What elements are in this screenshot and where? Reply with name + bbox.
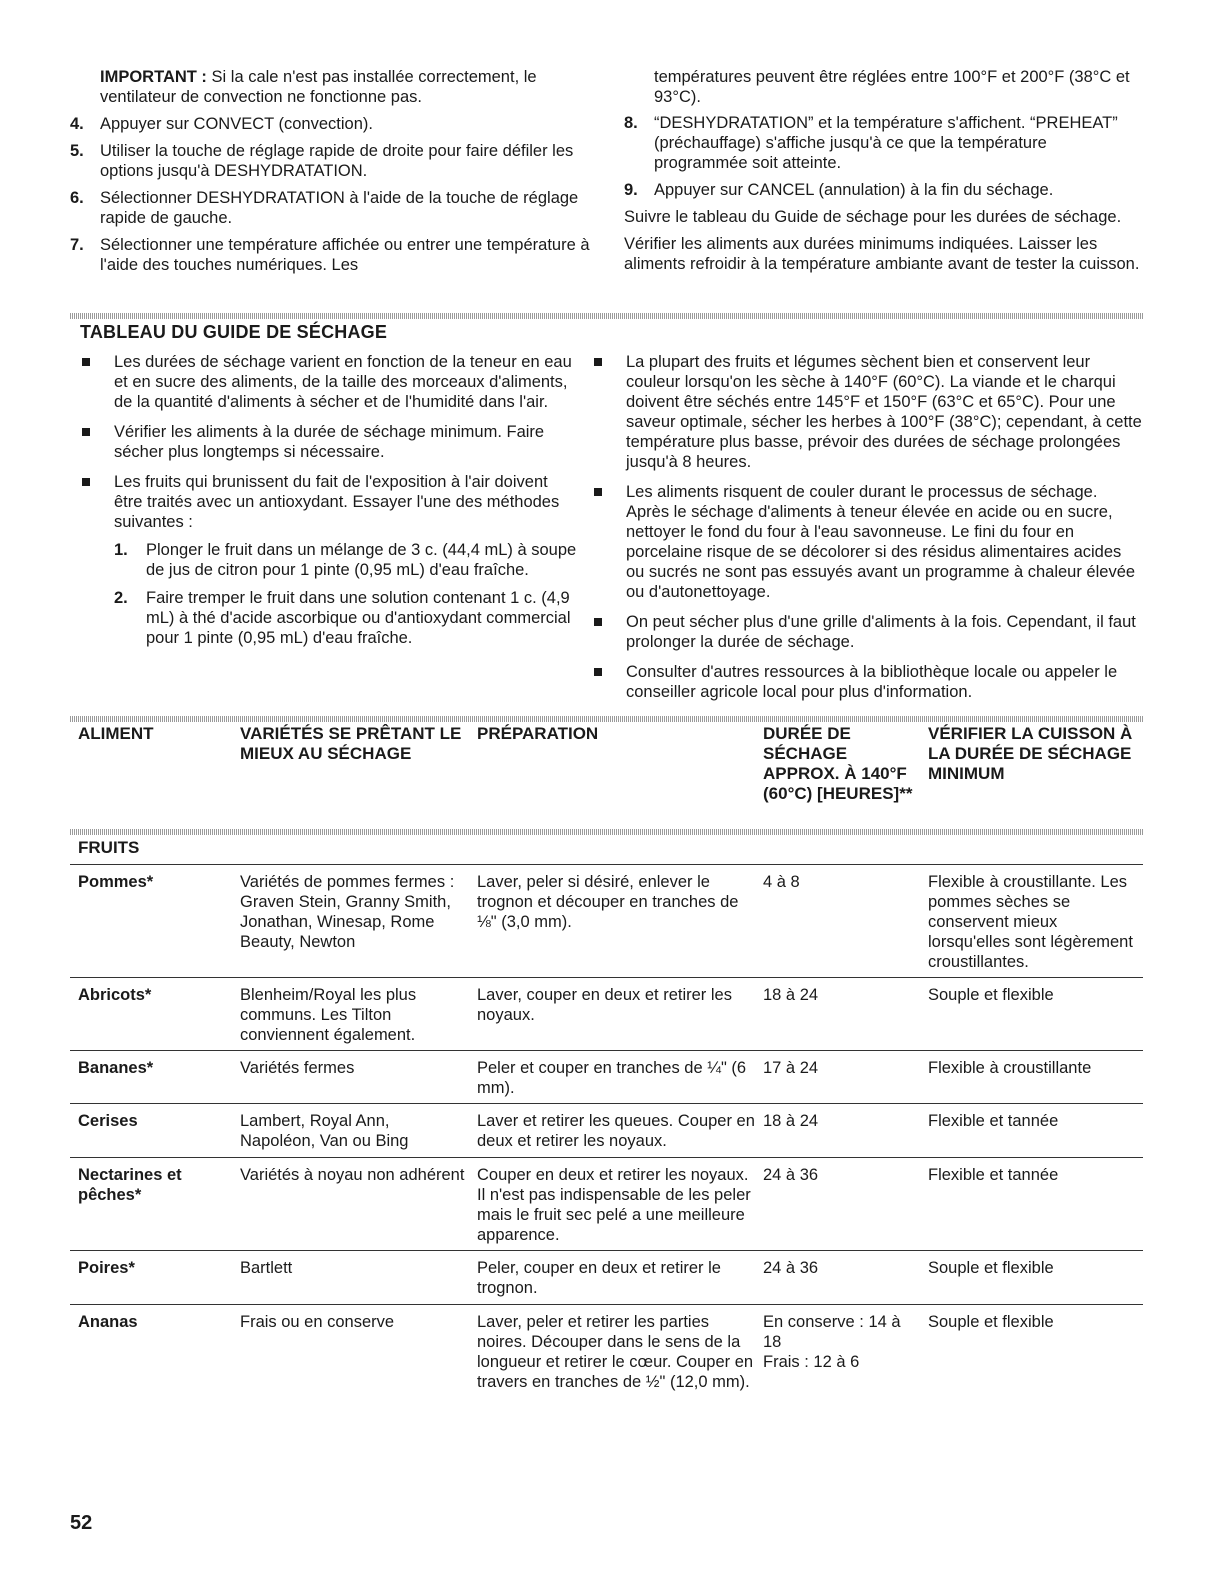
step-number: 7.	[70, 236, 84, 254]
cell-varietes: Bartlett	[240, 1259, 293, 1277]
cell-verifier: Flexible et tannée	[928, 1112, 1059, 1130]
method-item	[114, 540, 577, 580]
cell-aliment: Cerises	[78, 1112, 138, 1130]
cell-duree: 17 à 24	[763, 1059, 819, 1077]
bullet-square-icon	[594, 358, 602, 366]
step-number: 5.	[70, 142, 84, 160]
important-label: IMPORTANT :	[100, 68, 207, 86]
row-divider	[70, 1304, 1143, 1305]
bullet-item	[82, 422, 577, 462]
method-text: Faire tremper le fruit dans une solution contenant 1 c. (4,9 mL) à thé d'acide ascorbique ou d'antioxydant commercial pour 1 pinte (0,95 mL) d'eau fraîche.	[146, 589, 571, 647]
bullets-right	[594, 352, 1144, 712]
cell-preparation: Couper en deux et retirer les noyaux. Il n'est pas indispensable de les peler mais le fruit sec pelé a une meilleure apparence.	[477, 1166, 751, 1244]
bullet-square-icon	[82, 358, 90, 366]
row-divider	[70, 864, 1143, 865]
bullet-text: Les durées de séchage varient en fonction de la teneur en eau et en sucre des aliments, de la taille des morceaux d'aliments, de la quantité d'aliments à sécher et de l'humidité dans l'air.	[114, 353, 572, 411]
cell-verifier: Flexible et tannée	[928, 1166, 1059, 1184]
cell-aliment: Nectarines et pêches*	[78, 1166, 182, 1204]
cell-preparation: Peler, couper en deux et retirer le trognon.	[477, 1259, 721, 1297]
page-number: 52	[70, 1512, 93, 1534]
step-number: 8.	[624, 114, 638, 132]
cell-duree: En conserve : 14 à 18 Frais : 12 à 6	[763, 1313, 901, 1371]
important-note	[70, 67, 590, 107]
cell-preparation: Laver et retirer les queues. Couper en deux et retirer les noyaux.	[477, 1112, 755, 1150]
continued-text: températures peuvent être réglées entre 100°F et 200°F (38°C et 93°C).	[654, 68, 1130, 106]
bullet-text: On peut sécher plus d'une grille d'aliments à la fois. Cependant, il faut prolonger la durée de séchage.	[626, 613, 1136, 651]
cell-varietes: Frais ou en conserve	[240, 1313, 395, 1331]
step-text: Appuyer sur CANCEL (annulation) à la fin du séchage.	[654, 181, 1054, 199]
header-varietes: VARIÉTÉS SE PRÊTANT LE MIEUX AU SÉCHAGE	[240, 724, 462, 763]
cell-varietes: Variétés à noyau non adhérent	[240, 1166, 465, 1184]
bullet-square-icon	[594, 488, 602, 496]
step-text: “DESHYDRATATION” et la température s'affichent. “PREHEAT” (préchauffage) s'affiche jusqu'à ce que la température programmée soit atteinte.	[654, 114, 1118, 172]
bullet-square-icon	[594, 668, 602, 676]
header-duree: DURÉE DE SÉCHAGE APPROX. À 140°F (60°C) [HEURES]**	[763, 724, 913, 803]
step-number: 6.	[70, 189, 84, 207]
cell-verifier: Souple et flexible	[928, 1259, 1054, 1277]
bullet-text: Consulter d'autres ressources à la bibliothèque locale ou appeler le conseiller agricole local pour plus d'information.	[626, 663, 1118, 701]
method-item	[114, 588, 577, 648]
cell-verifier: Souple et flexible	[928, 1313, 1054, 1331]
cell-varietes: Variétés de pommes fermes : Graven Stein, Granny Smith, Jonathan, Winesap, Rome Beauty, Newton	[240, 873, 455, 951]
bullet-item	[594, 482, 1144, 602]
cell-verifier: Flexible à croustillante. Les pommes sèches se conservent mieux lorsqu'elles sont légèrement croustillantes.	[928, 873, 1133, 971]
step-text: Utiliser la touche de réglage rapide de droite pour faire défiler les options jusqu'à DESHYDRATATION.	[100, 142, 574, 180]
cell-varietes: Blenheim/Royal les plus communs. Les Tilton conviennent également.	[240, 986, 417, 1044]
steps-list-right	[624, 113, 1144, 200]
step-number: 4.	[70, 115, 84, 133]
row-divider	[70, 977, 1143, 978]
section-divider	[70, 313, 1143, 319]
cell-aliment: Poires*	[78, 1259, 135, 1277]
bullet-text: Les aliments risquent de couler durant le processus de séchage. Après le séchage d'aliments à teneur élevée en acide ou en sucre, nettoyer le fond du four à l'eau savonneuse. Le fini du four en porcelaine risque de se décolorer si des résidus alimentaires acides ou sucrés ne sont pas essuyés avant un programme à chaleur élevée ou d'autonettoyage.	[626, 483, 1136, 601]
row-divider	[70, 1157, 1143, 1158]
header-aliment: ALIMENT	[78, 724, 154, 743]
cell-duree: 18 à 24	[763, 986, 819, 1004]
top-left-column	[70, 67, 590, 282]
bullet-item	[594, 662, 1144, 702]
steps-list-left	[70, 114, 590, 275]
bullet-text: La plupart des fruits et légumes sèchent bien et conservent leur couleur lorsqu'on les sèche à 140°F (60°C). La viande et le charqui doivent être séchés entre 145°F et 150°F (63°C et 65°C). Pour une saveur optimale, sécher les herbes à 100°F (38°C); cependant, à cette température plus basse, prévoir des durées de séchage prolongées jusqu'à 8 heures.	[626, 353, 1142, 471]
bullet-item	[594, 352, 1144, 472]
cell-preparation: Laver, couper en deux et retirer les noyaux.	[477, 986, 732, 1024]
step-text: Sélectionner DESHYDRATATION à l'aide de la touche de réglage rapide de gauche.	[100, 189, 579, 227]
step-item	[70, 235, 590, 275]
bullet-square-icon	[594, 618, 602, 626]
section-title: TABLEAU DU GUIDE DE SÉCHAGE	[80, 322, 388, 342]
cell-aliment: Ananas	[78, 1313, 138, 1331]
cell-aliment: Bananes*	[78, 1059, 154, 1077]
important-text: Si la cale n'est pas installée correctement, le ventilateur de convection ne fonctionne pas.	[100, 68, 537, 106]
row-divider	[70, 1250, 1143, 1251]
cell-preparation: Laver, peler si désiré, enlever le trognon et découper en tranches de ⅛" (3,0 mm).	[477, 873, 739, 931]
bullet-item	[82, 472, 577, 648]
header-preparation: PRÉPARATION	[477, 724, 599, 743]
step-item	[624, 180, 1144, 200]
bullet-text: Les fruits qui brunissent du fait de l'exposition à l'air doivent être traités avec un antioxydant. Essayer l'une des méthodes suivantes :	[114, 473, 560, 531]
bullet-item	[82, 352, 577, 412]
cell-duree: 24 à 36	[763, 1259, 819, 1277]
paragraph-verify: Vérifier les aliments aux durées minimums indiquées. Laisser les aliments refroidir à la température ambiante avant de tester la cuisson.	[624, 235, 1140, 273]
method-text: Plonger le fruit dans un mélange de 3 c. (44,4 mL) à soupe de jus de citron pour 1 pinte (0,95 mL) d'eau fraîche.	[146, 541, 577, 579]
cell-aliment: Pommes*	[78, 873, 154, 891]
method-number: 2.	[114, 589, 128, 607]
step-text: Appuyer sur CONVECT (convection).	[100, 115, 373, 133]
table-top-divider	[70, 716, 1143, 722]
antioxidant-methods	[114, 540, 577, 648]
step-item	[70, 141, 590, 181]
cell-varietes: Lambert, Royal Ann, Napoléon, Van ou Bing	[240, 1112, 409, 1150]
cell-duree: 4 à 8	[763, 873, 800, 891]
method-number: 1.	[114, 541, 128, 559]
cell-verifier: Souple et flexible	[928, 986, 1054, 1004]
cell-aliment: Abricots*	[78, 986, 152, 1004]
step-item	[70, 114, 590, 134]
cell-preparation: Laver, peler et retirer les parties noires. Découper dans le sens de la longueur et retirer le cœur. Couper en travers en tranches de ½" (12,0 mm).	[477, 1313, 754, 1391]
cell-verifier: Flexible à croustillante	[928, 1059, 1092, 1077]
cell-duree: 18 à 24	[763, 1112, 819, 1130]
cell-varietes: Variétés fermes	[240, 1059, 355, 1077]
header-bottom-divider	[70, 829, 1143, 835]
step-number: 9.	[624, 181, 638, 199]
step-item	[624, 113, 1144, 173]
step-item	[70, 188, 590, 228]
bullet-text: Vérifier les aliments à la durée de séchage minimum. Faire sécher plus longtemps si nécessaire.	[114, 423, 545, 461]
header-verifier: VÉRIFIER LA CUISSON À LA DURÉE DE SÉCHAGE MINIMUM	[928, 724, 1133, 783]
bullet-item	[594, 612, 1144, 652]
bullet-square-icon	[82, 478, 90, 486]
step-text: Sélectionner une température affichée ou entrer une température à l'aide des touches numériques. Les	[100, 236, 590, 274]
row-divider	[70, 1103, 1143, 1104]
cell-preparation: Peler et couper en tranches de ¼" (6 mm).	[477, 1059, 747, 1097]
row-divider	[70, 1050, 1143, 1051]
bullet-square-icon	[82, 428, 90, 436]
group-label-fruits: FRUITS	[78, 838, 140, 857]
paragraph-guide: Suivre le tableau du Guide de séchage pour les durées de séchage.	[624, 208, 1122, 226]
top-right-column	[624, 67, 1144, 281]
bullets-left	[82, 352, 577, 658]
cell-duree: 24 à 36	[763, 1166, 819, 1184]
